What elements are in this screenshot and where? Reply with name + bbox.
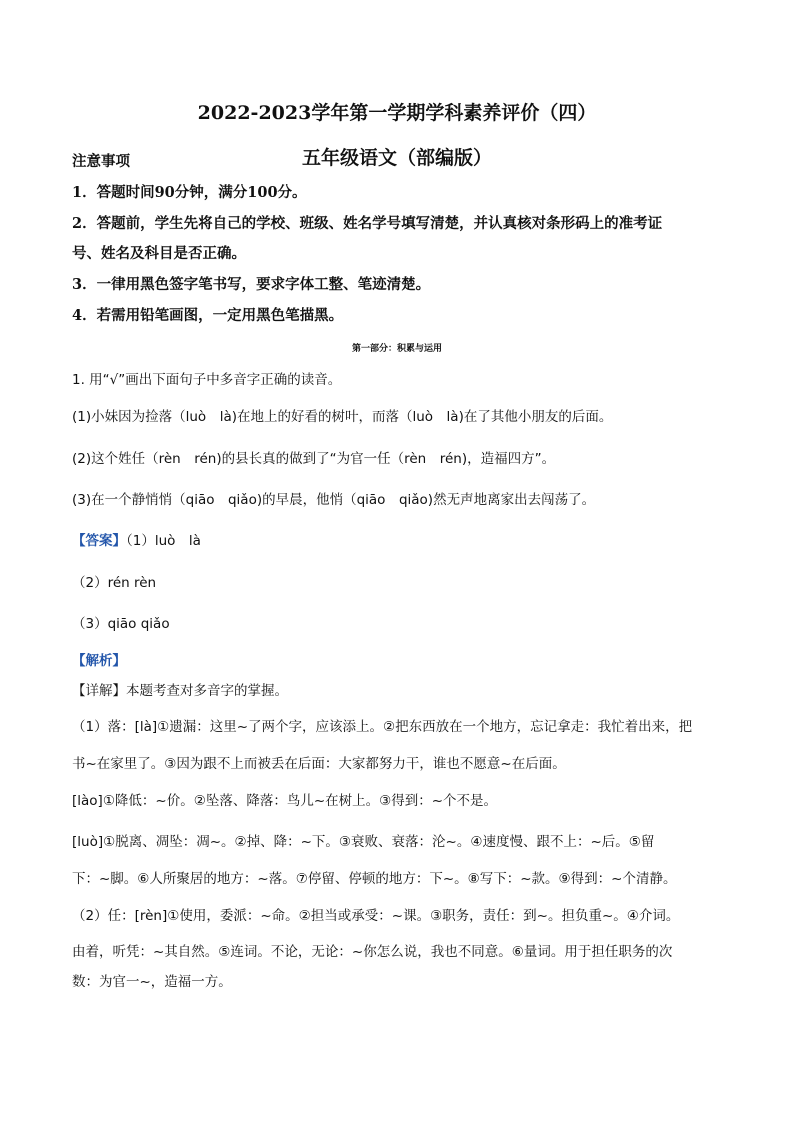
notes-item-2-line-1: 2．答题前，学生先将自己的学校、班级、姓名学号填写清楚，并认真核对条形码上的准考证 xyxy=(72,215,663,232)
answer-2: （2）rén rèn xyxy=(72,575,157,591)
analysis-p4-line-3: 数：为官一~，造福一方。 xyxy=(72,974,232,990)
document-title: 2022-2023学年第一学期学科素养评价（四） xyxy=(197,102,597,124)
question-stem: 1. 用“√”画出下面句子中多音字正确的读音。 xyxy=(72,372,342,388)
analysis-p2: [lào]①降低：~价。②坠落、降落：鸟儿~在树上。③得到：~个不是。 xyxy=(72,793,498,809)
answer-3: （3）qiāo qiǎo xyxy=(72,616,170,632)
analysis-p1-line-1: （1）落：[là]①遗漏：这里~了两个字，应该添上。②把东西放在一个地方，忘记拿走：我忙着出来，把 xyxy=(72,719,693,735)
question-sentence-1: (1)小妹因为捡落（luò là)在地上的好看的树叶，而落（luò là)在了其他小朋友的后面。 xyxy=(72,409,613,425)
analysis-label: 【解析】 xyxy=(72,653,126,669)
document-subtitle: 五年级语文（部编版） xyxy=(301,147,492,169)
notes-heading: 注意事项 xyxy=(72,153,130,170)
answer-1: （1）luò là xyxy=(126,533,201,549)
analysis-p3-line-1: [luò]①脱离、凋坠：凋~。②掉、降：~下。③衰败、衰落：沦~。④速度慢、跟不上：~后。⑤留 xyxy=(72,834,655,850)
notes-item-3: 3．一律用黑色签字笔书写，要求字体工整、笔迹清楚。 xyxy=(72,276,431,293)
analysis-p3-line-2: 下：~脚。⑥人所聚居的地方：~落。⑦停留、停顿的地方：下~。⑧写下：~款。⑨得到：~个清静。 xyxy=(72,871,677,887)
answer-label: 【答案】 xyxy=(72,533,126,549)
analysis-detail: 【详解】本题考查对多音字的掌握。 xyxy=(72,683,288,699)
answer-line-1 xyxy=(72,531,201,551)
section-heading: 第一部分：积累与运用 xyxy=(351,344,442,354)
notes-item-4: 4．若需用铅笔画图，一定用黑色笔描黑。 xyxy=(72,307,344,324)
question-sentence-2: (2)这个姓任（rèn rén)的县长真的做到了“为官一任（rèn rén)，造福四方”。 xyxy=(72,451,556,467)
notes-item-2-line-2: 号、姓名及科目是否正确。 xyxy=(72,245,246,262)
analysis-p1-line-2: 书~在家里了。③因为跟不上而被丢在后面：大家都努力干，谁也不愿意~在后面。 xyxy=(72,756,566,772)
question-sentence-3: (3)在一个静悄悄（qiāo qiǎo)的早晨，他悄（qiāo qiǎo)然无声地离家出去闯荡了。 xyxy=(72,492,596,508)
analysis-p4-line-1: （2）任：[rèn]①使用，委派：~命。②担当或承受：~课。③职务，责任：到~。担负重~。④介词。 xyxy=(72,908,680,924)
notes-item-1: 1．答题时间90分钟，满分100分。 xyxy=(72,184,307,201)
analysis-p4-line-2: 由着，听凭：~其自然。⑤连词。不论，无论：~你怎么说，我也不同意。⑥量词。用于担任职务的次 xyxy=(72,944,673,960)
